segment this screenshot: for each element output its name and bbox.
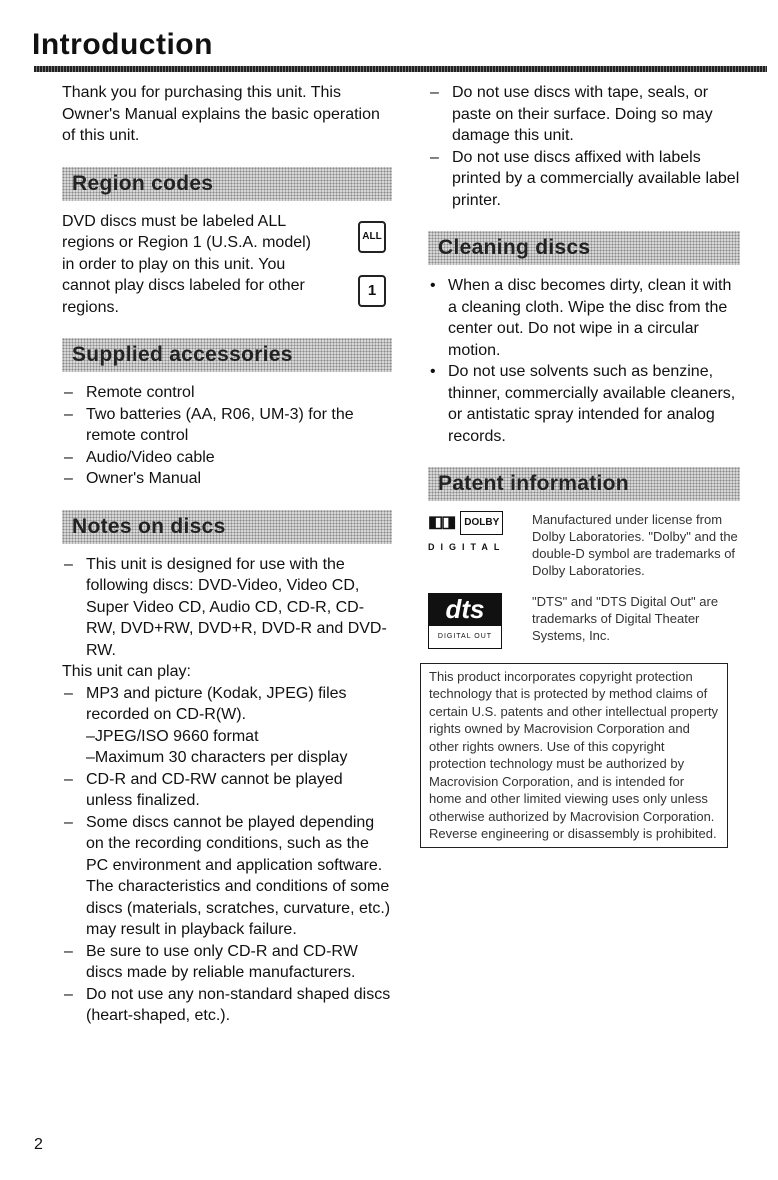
list-item: • Do not use solvents such as benzine, thinner, commercially available cleaners, or antistatic spray intended for analog records. [428,361,740,447]
dts-patent-row [428,593,740,649]
region-codes-text: DVD discs must be labeled ALL regions or Region 1 (U.S.A. model) in order to play on this unit. You cannot play discs labeled for other regions. [62,212,311,316]
dolby-patent-row [428,511,740,579]
dolby-logo [428,511,514,579]
list-item: – Be sure to use only CD-R and CD-RW discs made by reliable manufacturers. [62,941,392,984]
list-item [62,683,392,726]
supplied-accessories-heading [62,338,392,372]
dts-logo-word: dts [428,593,502,625]
double-d-icon: ◧◨ [428,514,455,531]
region-icons [358,221,386,307]
dolby-logo-digital: DIGITAL [428,541,506,552]
list-item: – Owner's Manual [62,468,392,490]
patent-information-heading [428,467,740,501]
list-item: – Remote control [62,382,392,404]
notes-list-2 [62,683,392,726]
cleaning-list [428,275,740,447]
accessories-list [62,382,392,490]
right-column [428,82,740,848]
notes-list-4 [428,82,740,211]
list-item: – This unit is designed for use with the following discs: DVD-Video, Video CD, Super Video CD, Audio CD, CD-R, CD-RW, DVD+RW, DVD+R, DVD-R and DVD-RW. [62,554,392,662]
region-codes-heading-text: Region codes [72,171,214,195]
list-item: – Some discs cannot be played depending on the recording conditions, such as the PC environment and application software. The characteristics and conditions of some discs (materials, scratches, curvature, etc.) may result in playback failure. [62,812,392,941]
cleaning-discs-heading-text: Cleaning discs [438,236,591,260]
region-codes-heading [62,167,392,201]
region-1-icon: 1 [358,275,386,307]
notes-on-discs-heading [62,510,392,544]
page-number: 2 [34,1136,43,1153]
dolby-logo-word: DOLBY [460,511,503,535]
sub-item: –Maximum 30 characters per display [86,749,348,766]
notes-on-discs-heading-text: Notes on discs [72,514,226,538]
dts-text: "DTS" and "DTS Digital Out" are trademarks of Digital Theater Systems, Inc. [532,594,719,643]
region-codes-section [62,211,392,319]
can-play-text: This unit can play: [62,663,191,680]
dts-logo-sub: DIGITAL OUT [428,625,502,649]
dts-logo [428,593,514,649]
region-all-icon: ALL [358,221,386,253]
page-title: Introduction [32,28,213,61]
list-item: – Do not use discs with tape, seals, or paste on their surface. Doing so may damage this unit. [428,82,740,147]
supplied-accessories-heading-text: Supplied accessories [72,343,293,367]
sub-item: –JPEG/ISO 9660 format [86,727,259,745]
dolby-text: Manufactured under license from Dolby Laboratories. "Dolby" and the double-D symbol are trademarks of Dolby Laboratories. [532,512,738,578]
list-item: – Do not use discs affixed with labels printed by a commercially available label printer. [428,147,740,212]
title-rule [34,66,767,72]
mp3-item-text: MP3 and picture (Kodak, JPEG) files recorded on CD-R(W). [86,684,347,723]
patent-information-heading-text: Patent information [438,472,629,496]
list-item: – Audio/Video cable [62,447,392,469]
left-column [62,82,392,1027]
notes-list-1 [62,554,392,662]
cleaning-discs-heading [428,231,740,265]
list-item: – Two batteries (AA, R06, UM-3) for the remote control [62,404,392,447]
list-item: – CD-R and CD-RW cannot be played unless finalized. [62,769,392,812]
intro-text: Thank you for purchasing this unit. This Owner's Manual explains the basic operation of this unit. [62,84,380,144]
list-item: • When a disc becomes dirty, clean it with a cleaning cloth. Wipe the disc from the center out. Do not wipe in a circular motion. [428,275,740,361]
macrovision-box: This product incorporates copyright protection technology that is protected by method claims of certain U.S. patents and other intellectual property rights owned by Macrovision Corporation and other rights owners. Use of this copyright protection technology must be authorized by Macrovision Corporation, and is intended for home and other limited viewing uses only unless otherwise authorized by Macrovision Corporation. Reverse engineering or disassembly is prohibited. [420,663,728,848]
notes-list-3 [62,769,392,1027]
list-item: – Do not use any non-standard shaped discs (heart-shaped, etc.). [62,984,392,1027]
